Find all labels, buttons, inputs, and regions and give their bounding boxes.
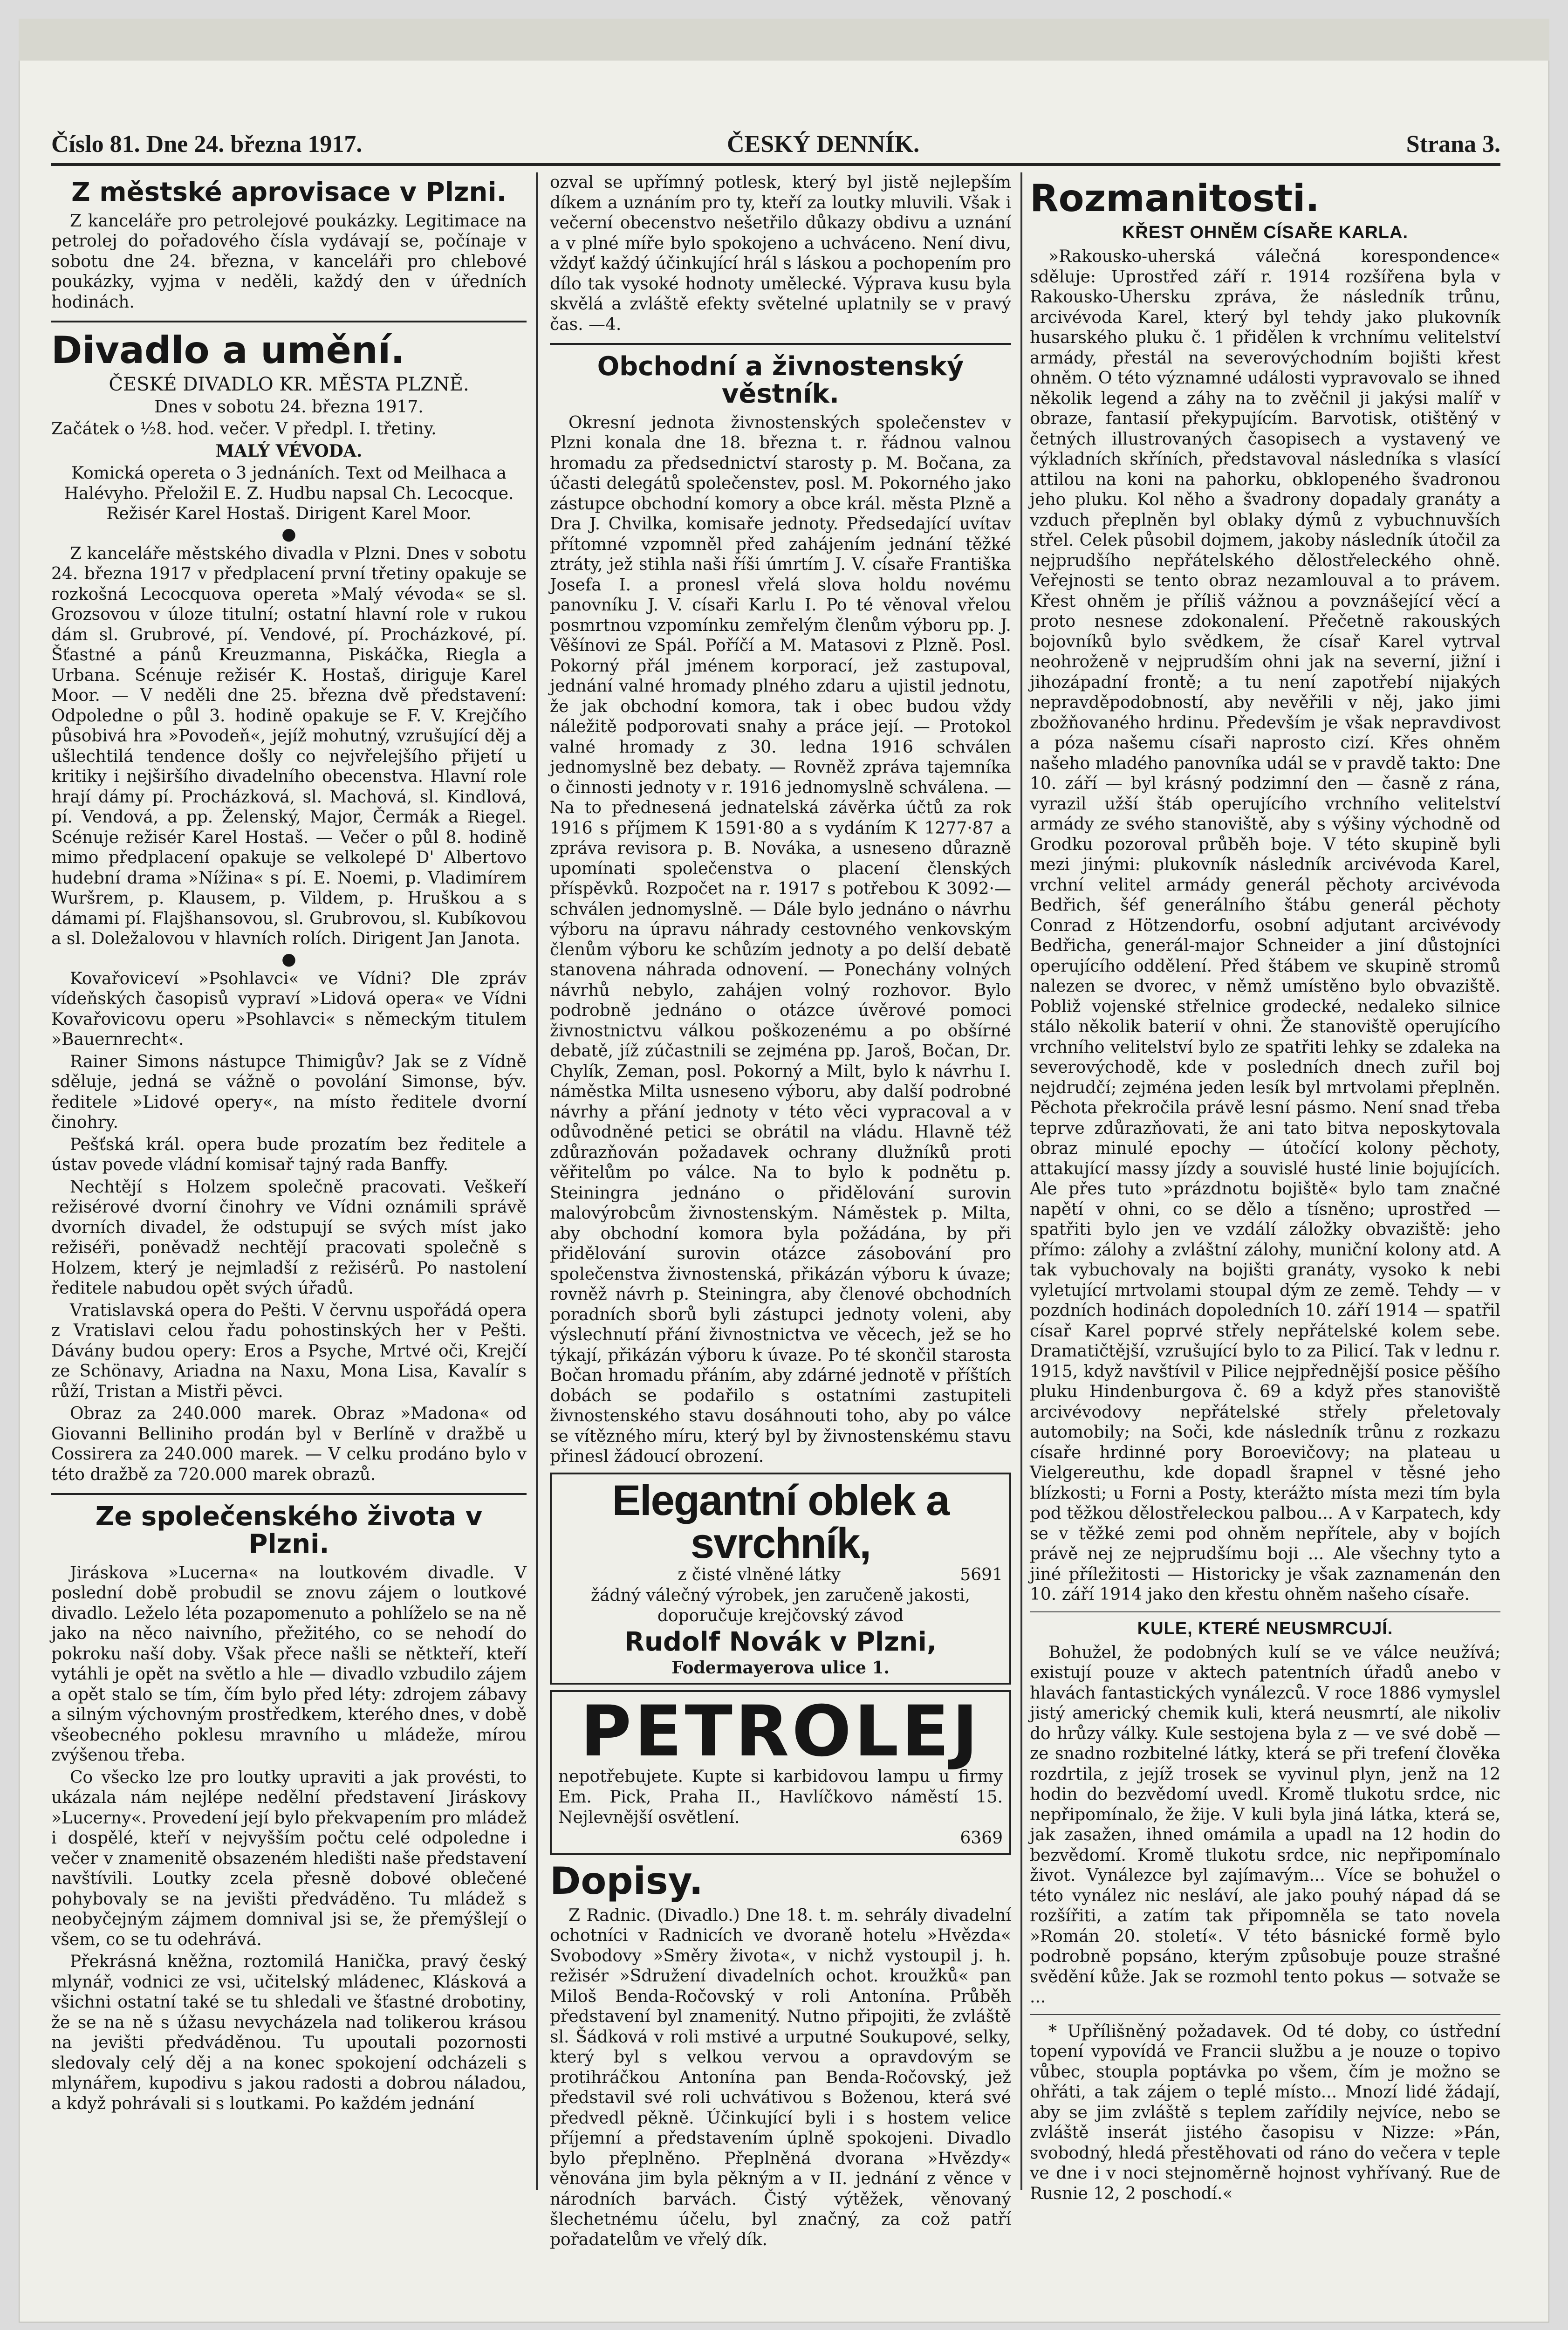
masthead: ČESKÝ DENNÍK. bbox=[727, 131, 920, 158]
section-title-divadlo: Divadlo a umění. bbox=[51, 329, 405, 372]
advert-firm: Rudolf Novák v Plzni, bbox=[624, 1626, 937, 1657]
divider bbox=[1030, 1611, 1500, 1612]
column-1 bbox=[51, 172, 527, 2190]
advert-address: Fodermayerova ulice 1. bbox=[671, 1658, 890, 1678]
newspaper-page bbox=[19, 19, 1549, 2323]
advert-headline: Elegantní oblek a svrchník, bbox=[612, 1476, 949, 1567]
advert-number: 6369 bbox=[960, 1828, 1003, 1848]
theatre-date: Dnes v sobotu 24. března 1917. bbox=[154, 397, 424, 417]
page-header bbox=[51, 121, 1500, 166]
theatre-name: ČESKÉ DIVADLO KR. MĚSTA PLZNĚ. bbox=[109, 374, 469, 396]
section-title-rozmanitosti: Rozmanitosti. bbox=[1030, 177, 1320, 220]
column-divider bbox=[1020, 172, 1022, 2190]
article-jednota: Okresní jednota živnostenských společenstev v Plzni konala dne 18. března t. r. řádnou valnou hromadu za předsednictví starosty p. M. Bočana, za účasti delegátů společenstev, posl. M. Pokorného jako zástupce obchodní komory a obce král. města Plzně a Dra J. Chvilka, komisaře jednoty. Předsedající uvítav přítomné vzpomněl před zahájením jednání těžké ztráty, jež stihla naši říši úmrtím J. V. císaře Františka Josefa I. a pronesl vřelá slova holdu novému panovníku J. V. císaři Karlu I. Po té věnoval vřelou posmrtnou vzpomínku zemřelým členům výboru pp. J. Věšínovi ze Spál. Poříčí a M. Matasovi z Plzně. Posl. Pokorný přál jménem korporací, jež zastupoval, jednání valné hromady plného zdaru a ujistil jednotu, že jak obchodní komora, tak i obec budou vždy náležitě podporovati snahy a práce její. — Protokol valné hromady z 30. ledna 1916 schválen jednomyslně bez debaty. — Rovněž zpráva tajemníka o činnosti jednoty v r. 1916 jednomyslně schválena. — Na to přednesená jednatelská závěrka účtů za rok 1916 s příjmem K 1591·80 a s vydáním K 1277·87 a zpráva revisora p. B. Nováka, a usneseno důrazně upomínati společenstva o placení členských příspěvků. Rozpočet na r. 1917 s potřebou K 3092·— schválen jednomyslně. — Dále bylo jednáno o návrhu výboru na úpravu náhrady cestovného venkovským členům výboru ke schůzím jednoty a po delší debatě stanovena náhrada odnovení. — Ponechány volných návrhů nebylo, zahájen volný rozhovor. Bylo podrobně jednáno o otázce úvěrové pomoci živnostnictvu válkou poškozenému a po obšírné debatě, jíž zúčastnili se zejména pp. Jaroš, Bočan, Dr. Chylík, Zeman, posl. Pokorný a Milt, bylo k návrhu I. náměstka Milta usneseno výboru, aby další podrobné návrhy a přání jednoty v této věci vypracoval a v odůvodněné petici se obrátil na vládu. Hlavně též zdůrazňován požadavek ochrany dlužníků proti věřitelům po válce. Na to bylo k podnětu p. Steiningra jednáno o přidělování surovin malovýrobcům živnostenským. Náměstek p. Milta, aby obchodní komora byla požádána, by při přidělování surovin otázce zásobování pro společenstva živnostenská, přikázán výboru k úvaze; rovněž návrh p. Steiningra, aby členové obchodních poradních sborů byli zástupci jednoty voleni, aby výslechnutí přání živnostnictva ve věcech, jež se ho týkají, přikázán výboru k úvaze. Po té skončil starosta Bočan hromadu přáním, aby zdárné jednotě v příštích dobách se podařilo s ostatními zastupiteli živnostenského stavu dosáhnouti toho, aby po válce se vítězného míru, který byl by živnostenskému stavu přinesl žádoucí obrození. bbox=[550, 413, 1011, 1467]
play-title: MALÝ VÉVODA. bbox=[215, 441, 363, 461]
section-title-obchodni: Obchodní a živnostenský věstník. bbox=[597, 351, 964, 409]
play-description: Komická opereta o 3 jednáních. Text od Meilhaca a Halévyho. Přeložil E. Z. Hudbu napsal Ch. Lecocque. Režisér Karel Hostaš. Dirigent Karel Moor. bbox=[64, 464, 514, 524]
article-krest: »Rakousko-uherská válečná korespondence« sděluje: Uprostřed září r. 1914 rozšířena byla v Rakousko-Uhersku zpráva, že následník trůnu, arcivévoda Karel, který byl tehdy jako plukovník husarského pluku č. 1 přidělen k vrchnímu velitelství armády, přestál na severovýchodním bojišti křest ohněm. O této významné události vypravovalo se ihned několik legend a záhy na to zvěčnil ji jakýsi malíř v obraze, fantasií překypujícím. Barvotisk, otištěný v četných illustrovaných časopisech a vystavený ve výkladních skříních, představoval následníka s vlasící attilou na koni na pahorku, obklopeného švadronou jeho pluku. Kol něho a švadrony dopadaly granáty a vzduch přeplněn byl oblaky dýmů z vybuchnuvších střel. Celek působil dojmem, jakoby následník útočil za nejprudšího nepřátelského dělostřeleckého ohně. Veřejnosti se tento obraz nezamlouval a to právem. Křest ohněm je příliš vážnou a povznášející věcí a proto nesnese zdokonalení. Přečetně rakouských bojovníků bylo svědkem, že císař Karel vytrval neohroženě v nejprudším ohni jak na severní, jižní i jihozápadní frontě; a tu není zapotřebí nijakých nepravděpodobností, aby nevěřili v něj, jako jimi zbožňovaného hrdinu. Především je však nepravdivost a póza našemu císaři naprosto cizí. Křes ohněm našeho mladého panovníka udál se v pravdě takto: Dne 10. září — byl krásný podzimní den — časně z rána, vyrazil užší štáb operujícího vrchního velitelství armády ze svého stanoviště, aby s výšiny východně od Grodku pozoroval průběh boje. V této skupině byli mezi jinými: plukovník následník arcivévoda Karel, vrchní velitel armády generál pěchoty arcivévoda Bedřich, šéf generálního štábu generál pěchoty Conrad z Hötzendorfu, osobní adjutant arcivévody Bedřicha, generál-major Schneider a jiní důstojníci operujícího oddělení. Před štábem ve skupině stromů nalezen se dvorec, v němž umístěno bylo obvaziště. Pobliž vojenské střelnice grodecké, nedaleko silnice stálo několik baterií v ohni. Že stanoviště operujícího vrchního velitelství bylo ze spatřiti lehky se zdaleka na severovýchodě, kde v posledních dnech zuřil boj nejdrudčí; zejména jeden lesík byl mrtvolami přeplněn. Pěchota překročila právě lesní pásmo. Není snad třeba teprve zdůrazňovati, že ani tato bitva neposkytovala obraz minulé epochy — útočící kolony pěchoty, attakující massy jízdy a souvislé husté linie bojujících. Ale přes tuto »prázdnotu bojiště« bylo tam značné napětí v ohni, co se dělo a tísněno; uprostřed — spatřiti bylo jen ve vzdálí záložky obvaziště: jeho přímo: zálohy a zvláštní zálohy, muniční kolony atd. A tak vybuchovaly na bojišti granáty, vysoko k nebi vyletující mrtvolami stoupal dým ze země. Tehdy — v pozdních hodinách dopoledních 10. září 1914 — spatřil císař Karel poprvé střely nepřátelské kolem sebe. Dramatičtější, vzrušující bylo to za Pilicí. Tak v lednu r. 1915, když navštívil v Pilice nejpřednější posice pěšího pluku Hindenburgova č. 69 a když přes stanoviště arcivévodovy nepřátelské střely přeletovaly automobily; na Soči, kde následník trůnu z rozkazu císaře hrdinné pory Boroevičovy; na plateau u Vielgereuthu, kde dopadl šrapnel v těsné jeho blízkosti; u Forni a Posty, kterážto místa mezi tím byla pod těžkou dělostřeleckou palbou... A v Karpatech, kdy se v těžké zemi pod ohněm nepřítele, aby v bojích právě nej ze nejprudšímu boji ... Ale všechny tyto a jiné příležitosti — Historicky je však zaznamenán den 10. září 1914 jako den křestu ohněm našeho císaře. bbox=[1030, 247, 1500, 1604]
section-title-dopisy: Dopisy. bbox=[550, 1859, 703, 1903]
advert-text: nepotřebujete. Kupte si karbidovou lampu u firmy Em. Pick, Praha II., Havlíčkovo náměstí 15. Nejlevnější osvětlení. bbox=[558, 1767, 1003, 1827]
news-kovarovic: Kovařoviceví »Psohlavci« ve Vídni? Dle zpráv vídeňských časopisů vypraví »Lidová opera« ve Vídni Kovařovicovu operu »Psohlavci« s německým titulem »Bauernrecht«. bbox=[51, 969, 527, 1049]
news-simons: Rainer Simons nástupce Thimigův? Jak se z Vídně sděluje, jedná se vážně o povolání Simonse, býv. ředitele »Lidové opery«, na místo ředitele dvorní činohry. bbox=[51, 1052, 527, 1132]
divider bbox=[51, 1493, 527, 1495]
news-vratislav: Vratislavská opera do Pešti. V červnu uspořádá opera z Vratislavi celou řadu pohostinských her v Pešti. Dávány budou opery: Eros a Psyche, Mrtvé oči, Krejčí ze Schönavy, Ariadna na Naxu, Mona Lisa, Kavalír s růží, Tristan a Mistři pěvci. bbox=[51, 1301, 527, 1401]
article-lucerna-3: Překrásná kněžna, roztomilá Hanička, pravý český mlynář, vodnici ze vsi, učitelský mládenec, Klásková a všichni ostatní také se tu shledali ve šťastné drobotiny, že se na ně s úžasu nevycházela nad tolikerou krásou na jevišti předváděnou. Tu upoutali pozornosti sledovaly celý děj a na konec spokojení odcházeli s mlynářem, kupodivu s jakou radosti a dobrou náladou, a když pohrávali si s loutkami. Po každém jednání bbox=[51, 1952, 527, 2113]
theatre-time: Začátek o ½8. hod. večer. V předpl. I. třetiny. bbox=[51, 419, 437, 439]
article-radnice: Z Radnic. (Divadlo.) Dne 18. t. m. sehrály divadelní ochotníci v Radnicích ve dvoraně hotelu »Hvězda« Svobodovy »Směry života«, v nichž vystoupil j. h. režisér »Sdružení divadelních ochot. kroužků« pan Miloš Benda-Ročovský v roli Antonína. Průběh představení byl znamenitý. Nutno připojiti, že zvláště sl. Šádková v roli mstivé a urputné Soukupové, selky, který byl s velkou vervou a opravdovým se protihráčkou Antonína pan Benda-Ročovský, jež představil své roli uchvátivou s Boženou, která své předvedl pěkně. Účinkující byli i s hostem velice příjemní a představením úplně spokojeni. Divadlo bylo přeplněno. Přeplněná dvorana »Hvězdy« věnována jim byla pěkným a v II. jednání z věnce v národních barvách. Čistý výtěžek, věnovaný šlechetnému účelu, byl značný, za což patří pořadatelům ve vřelý dík. bbox=[550, 1905, 1011, 2249]
divider bbox=[550, 343, 1011, 345]
news-obraz: Obraz za 240.000 marek. Obraz »Madona« od Giovanni Belliniho prodán byl v Berlíně v dražbě u Cossirera za 240.000 marek. — V celku prodáno bylo v této dražbě za 720.000 marek obrazů. bbox=[51, 1404, 527, 1484]
article-aprovisace: Z kanceláře pro petrolejové poukázky. Legitimace na petrolej do pořadového čísla vydávají se, počínaje v sobotu dne 24. března, v kanceláři pro chlebové poukázky, vyjma v neděli, každý den v úředních hodinách. bbox=[51, 211, 527, 312]
article-kule: Bohužel, že podobných kulí se ve válce neužívá; existují pouze v aktech patentních úřadů anebo v hlavách fantastických vynálezců. V roce 1886 vymyslel jistý americký chemik kuli, která neusmrtí, ale nikoliv do hrůzy války. Kule sestojena byla z — ve své době — ze snadno rozbitelné látky, která se při trefení člověka rozdrtila, z jejíž trosek se vyvinul plyn, jenž na 12 hodin do bezvědomí uvedl. Kromě tlukotu srdce, nic nepřipomínalo, že žije. V kuli byla jiná látka, která se, jak zasažen, ihned omámila a upadl na 12 hodin do bezvědomí. Kromě tlukotu srdce, nic nepřipomínalo život. Vynálezce byl zajímavým... Více se bohužel o této vynález nic nesláví, ale jako pouhý nápad dá se rozšířiti, a zatím tak připomněla se tato novela »Román 20. století«. V této básnické formě bylo podrobně popsáno, kterým způsobuje pouze strašné svědění kůže. Jak se rozmohl tento pokus — sotvaže se ... bbox=[1030, 1643, 1500, 2007]
advert-subline bbox=[558, 1565, 1003, 1585]
separator-dot: ● bbox=[281, 524, 296, 544]
issue-info: Číslo 81. Dne 24. března 1917. bbox=[51, 131, 363, 158]
news-holzem: Nechtějí s Holzem společně pracovati. Veškeří režisérové dvorní činohry ve Vídni oznámili správě dvorních divadel, že odstupují se svých míst jako režiséři, poněvadž nechtějí pracovati společně s Holzem, který je nejmladší z režisérů. Po nastolení ředitele nabudou opět svých úřadů. bbox=[51, 1177, 527, 1298]
column-2 bbox=[550, 172, 1011, 2249]
article-title-krest: KŘEST OHNĚM CÍSAŘE KARLA. bbox=[1122, 223, 1409, 242]
section-title-aprovisace: Z městské aprovisace v Plzni. bbox=[71, 177, 507, 207]
advert-petrolej bbox=[550, 1690, 1011, 1855]
page-number: Strana 3. bbox=[1406, 131, 1500, 158]
divider bbox=[51, 321, 527, 322]
news-pest-opera: Pešťská král. opera bude prozatím bez ředitele a ústav povede vládní komisař tajný rada Banffy. bbox=[51, 1135, 527, 1175]
article-title-kule: KULE, KTERÉ NEUSMRCUJÍ. bbox=[1137, 1618, 1393, 1638]
advert-material: z čisté vlněné látky bbox=[678, 1565, 841, 1584]
divider bbox=[1030, 2014, 1500, 2015]
article-kancelar: Z kanceláře městského divadla v Plzni. Dnes v sobotu 24. března 1917 v předplacení první třetiny opakuje se rozkošná Lecocquova opereta »Malý vévoda« se sl. Grozsovou v úloze titulní; ostatní hlavní role v rukou dám sl. Grubrové, pí. Vendové, pí. Procházkové, pí. Šťastné a pánů Kreuzmanna, Piskáčka, Riegla a Urbana. Scénuje režisér K. Hostaš, diriguje Karel Moor. — V neděli dne 25. března dvě představení: Odpoledne o půl 3. hodině opakuje se F. V. Krejčího působivá hra »Povodeň«, jejíž mohutný, vzrušující děj a ušlechtilá tendence došly co nejvřelejšího přijetí u kritiky i nejširšího divadelního obecenstva. Hlavní role hrají dámy pí. Procházková, sl. Machová, sl. Kindlová, pí. Vendová, a pp. Želenský, Major, Čermák a Riegel. Scénuje režisér Karel Hostaš. — Večer o půl 8. hodině mimo předplacení opakuje se velkolepé D' Albertovo hudební drama »Nížina« s pí. E. Noemi, p. Vladimírem Wuršrem, p. Klausem, p. Vildem, p. Hruškou a s dámami pí. Flajšhansovou, sl. Grubrovou, sl. Kubíkovou a sl. Doležalovou v hlavních rolích. Dirigent Jan Janota. bbox=[51, 544, 527, 949]
separator-dot: ● bbox=[281, 949, 296, 969]
advert-text: žádný válečný výrobek, jen zaručeně jakosti, doporučuje krejčovský závod bbox=[590, 1585, 971, 1625]
article-lucerna-end: ozval se upřímný potlesk, který byl jistě nejlepším díkem a uznáním pro ty, kteří za loutky mluvili. Však i večerní obecenstvo nešetřilo důkazy obdivu a uznání a v plné míře bylo spokojeno a uchváceno. Není divu, vždyť každý účinkující hrál s láskou a pochopením pro dílo tak vysoké hodnoty umělecké. Výprava kusu byla skvělá a zvláště efekty světelné uplatnily se v pravý čas. —4. bbox=[550, 173, 1011, 334]
section-title-spolecensky: Ze společenského života v Plzni. bbox=[95, 1501, 483, 1560]
advert-headline: PETROLEJ bbox=[580, 1691, 981, 1772]
article-pozadavek: * Upřílišněný požadavek. Od té doby, co ústřední topení vypovídá ve Francii službu a je nouze o topivo vůbec, stoupla poptávka po všem, čím je možno se ohřáti, a tak zájem o teplé místo... Mnozí lidé žádají, aby se jim zvláště s teplem zařídily nejvíce, nebo se zvláště inserát jistého časopisu v Nizze: »Pán, svobodný, hledá přestěhovati od ráno do večera v teple ve dne i v noci stejnoměrně hojnost vyhřívaný. Rue de Rusnie 12, 2 poschodí.« bbox=[1030, 2022, 1500, 2203]
article-lucerna-1: Jiráskova »Lucerna« na loutkovém divadle. V poslední době probudil se znovu zájem o loutkové divadlo. Leželo léta pozapomenuto a pohlíželo se na ně jako na něco naivního, přežitého, co se nehodí do pokroku naší doby. Však přece našli se nětkteří, kteří vytáhli je opět na světlo a hle — divadlo vzbudilo zájem a opět stalo se tím, čím bylo před léty: zdrojem zábavy a silným výchovným prostředkem, kterého dnes, v době všeobecného poklesu mravního u mládeže, mírou zvýšenou třeba. bbox=[51, 1563, 527, 1765]
scan-border bbox=[19, 19, 1549, 61]
column-divider bbox=[536, 172, 538, 2190]
advert-oblek bbox=[550, 1473, 1011, 1685]
article-lucerna-2: Co všecko lze pro loutky upraviti a jak provésti, to ukázala nám nejlépe nedělní představení Jiráskovy »Lucerny«. Provedení její bylo překvapením pro mládež i dospělé, kteří v nejvyšším počtu celé odpoledne i večer v znamenitě obsazeném hledišti naše představení navštívili. Loutky zcela přesně dobové oblečené pohybovaly se na jevišti předváděno. Tu mládež s neobyčejným zájmem domnival jsi se, že přemýšlejí o všem, co se tu odehrává. bbox=[51, 1768, 527, 1949]
column-3 bbox=[1030, 172, 1500, 2203]
advert-number: 5691 bbox=[960, 1565, 1003, 1584]
advert-footer bbox=[558, 1828, 1003, 1849]
